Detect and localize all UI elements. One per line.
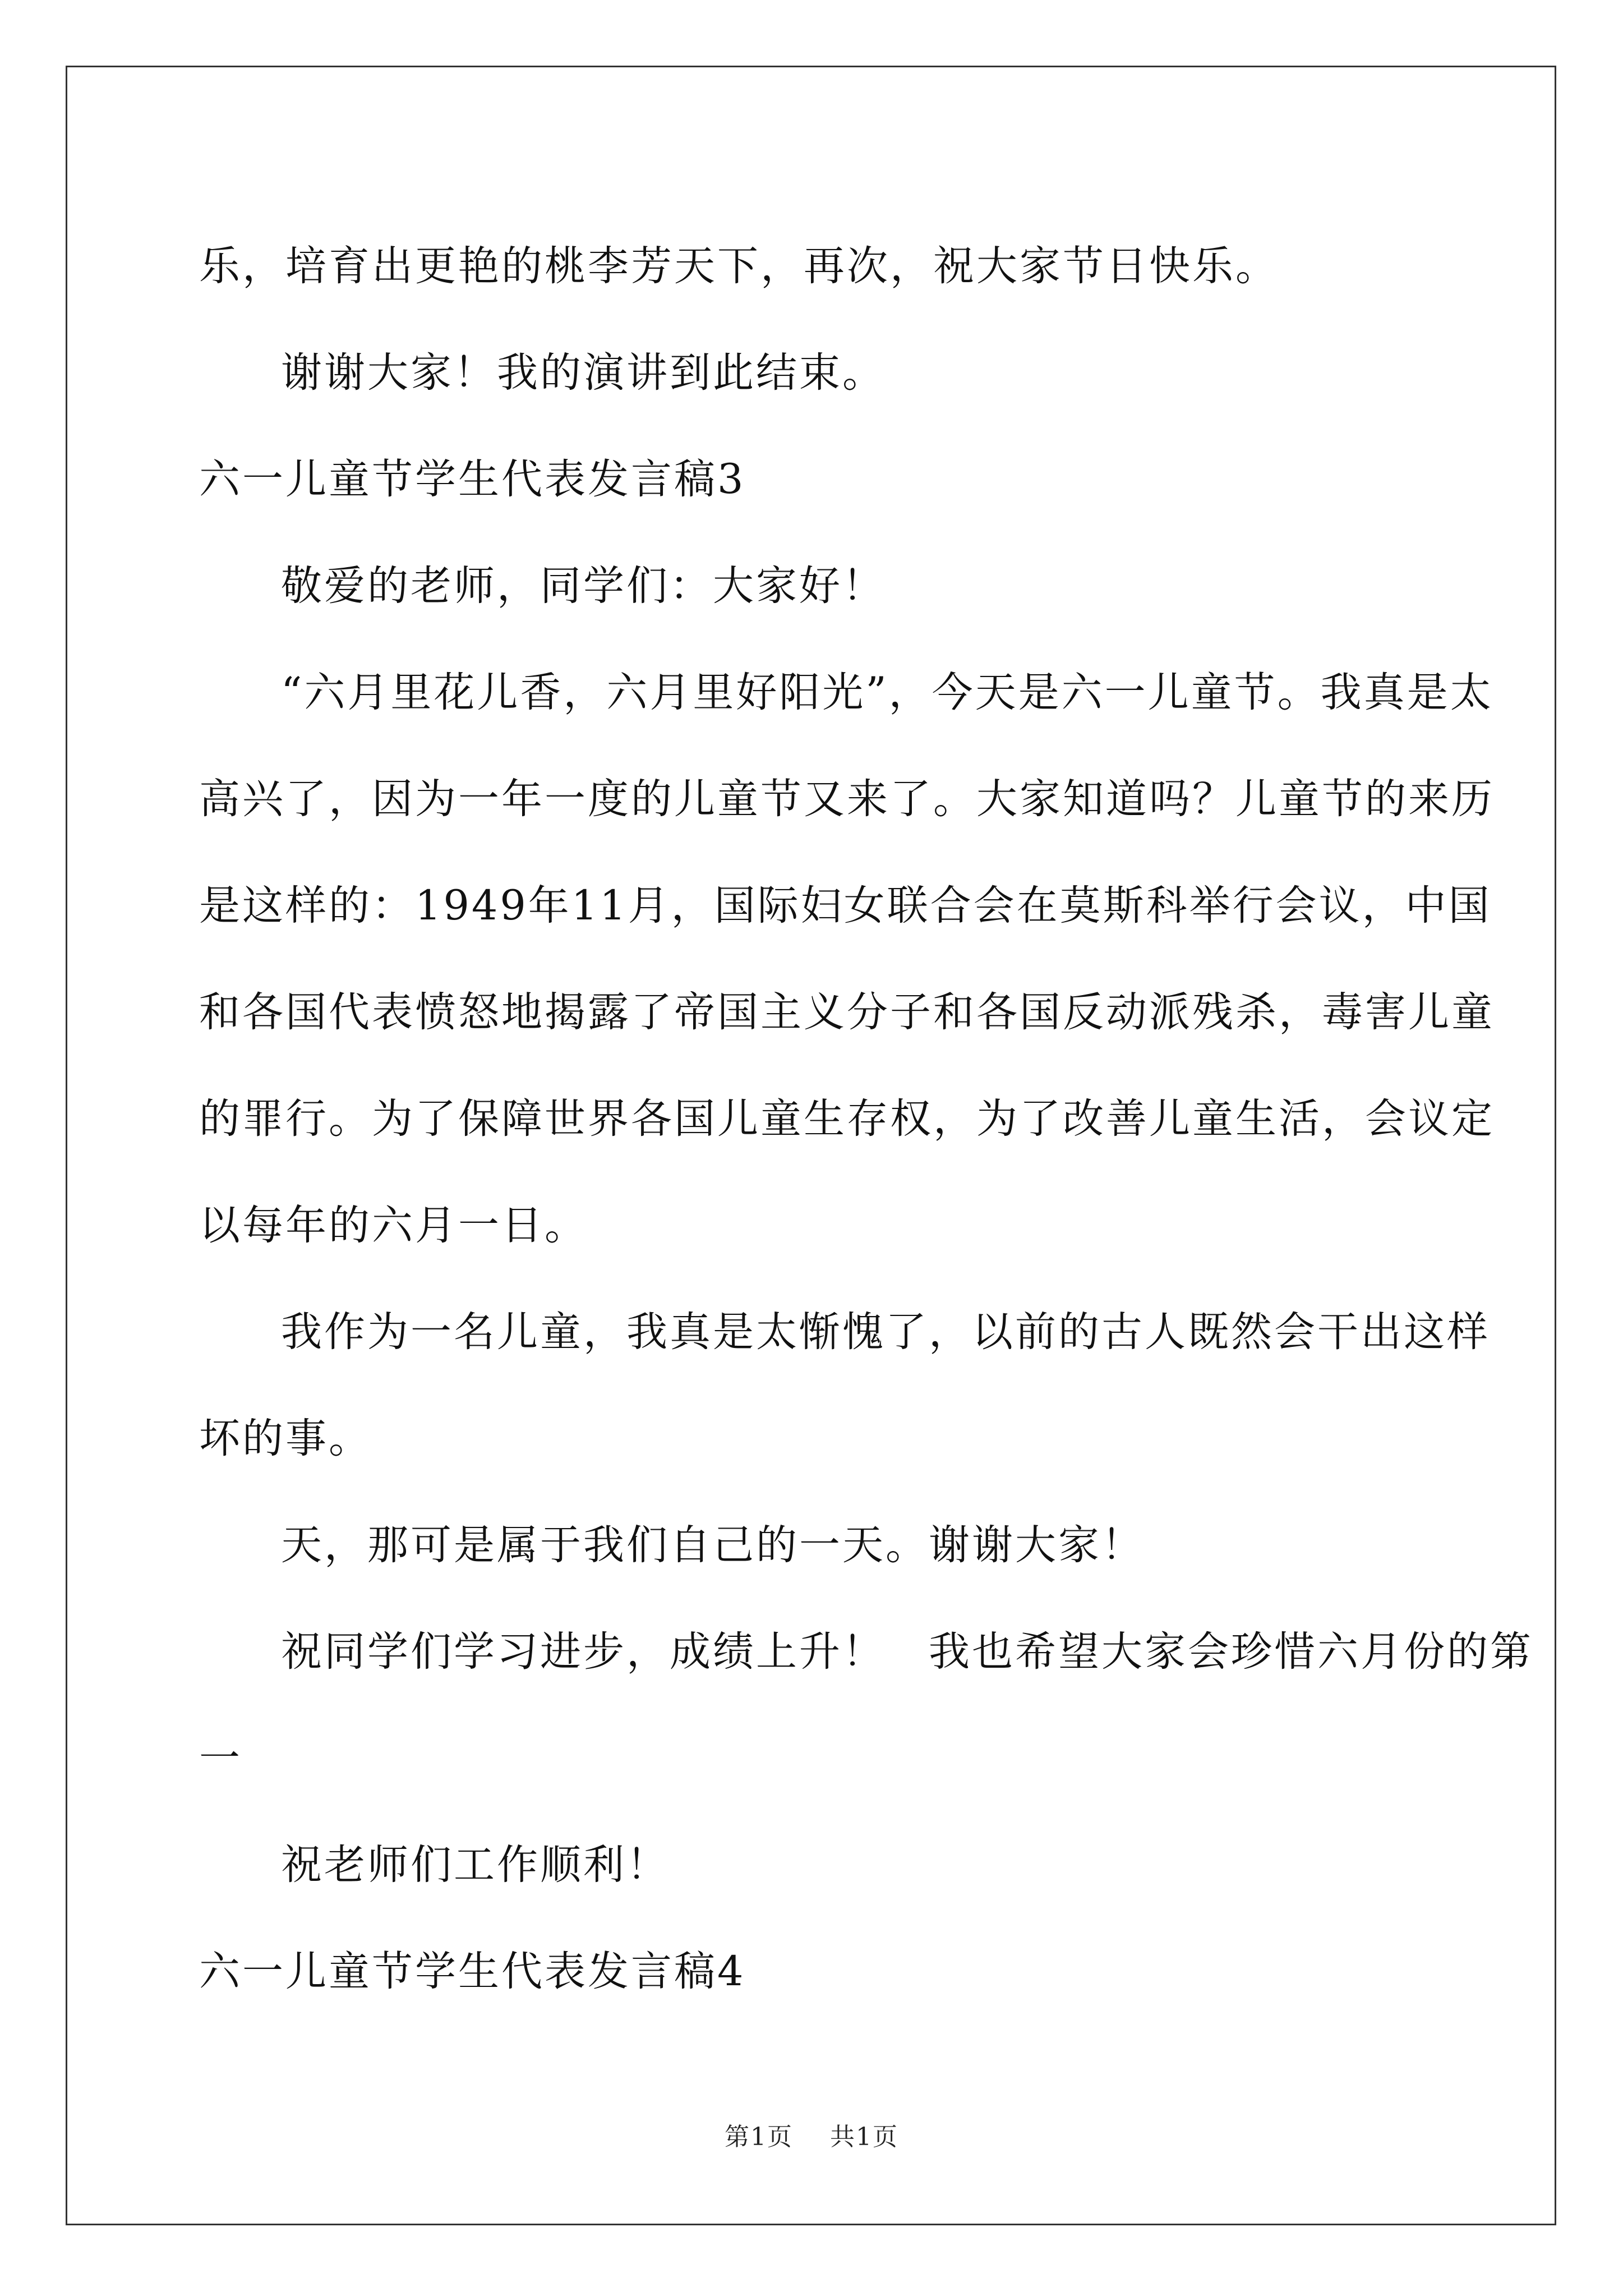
- paragraph-line: 的罪行。为了保障世界各国儿童生存权，为了改善儿童生活，会议定: [199, 1095, 1495, 1143]
- paragraph-line: 谢谢大家！我的演讲到此结束。: [281, 349, 886, 397]
- paragraph-line: 以每年的六月一日。: [199, 1202, 588, 1249]
- page-footer: [0, 2120, 1623, 2154]
- paragraph-line: 是这样的：1949年11月，国际妇女联合会在莫斯科举行会议，中国: [199, 882, 1492, 930]
- paragraph-line: 一: [199, 1734, 242, 1782]
- page-total: 共1页: [830, 2123, 898, 2151]
- document-body: [199, 213, 1533, 2025]
- section-heading: 六一儿童节学生代表发言稿3: [199, 455, 746, 503]
- paragraph-line: 高兴了，因为一年一度的儿童节又来了。大家知道吗？儿童节的来历: [199, 775, 1495, 823]
- paragraph-line: 我作为一名儿童，我真是太惭愧了，以前的古人既然会干出这样: [281, 1308, 1490, 1356]
- paragraph-line: 敬爱的老师，同学们：大家好！: [281, 562, 886, 610]
- paragraph-line: 乐，培育出更艳的桃李芳天下，再次，祝大家节日快乐。: [199, 242, 1279, 290]
- section-heading: 六一儿童节学生代表发言稿4: [199, 1948, 746, 1995]
- paragraph-line: 和各国代表愤怒地揭露了帝国主义分子和各国反动派残杀，毒害儿童: [199, 988, 1495, 1036]
- paragraph-line: 坏的事。: [199, 1415, 372, 1462]
- paragraph-line: 天，那可是属于我们自己的一天。谢谢大家！: [281, 1521, 1145, 1569]
- paragraph-line: 祝老师们工作顺利！: [281, 1841, 670, 1889]
- page-number: 第1页: [725, 2123, 793, 2151]
- paragraph-line: “六月里花儿香，六月里好阳光”，今天是六一儿童节。我真是太: [281, 669, 1493, 716]
- paragraph-line: 祝同学们学习进步，成绩上升！ 我也希望大家会珍惜六月份的第: [281, 1628, 1533, 1676]
